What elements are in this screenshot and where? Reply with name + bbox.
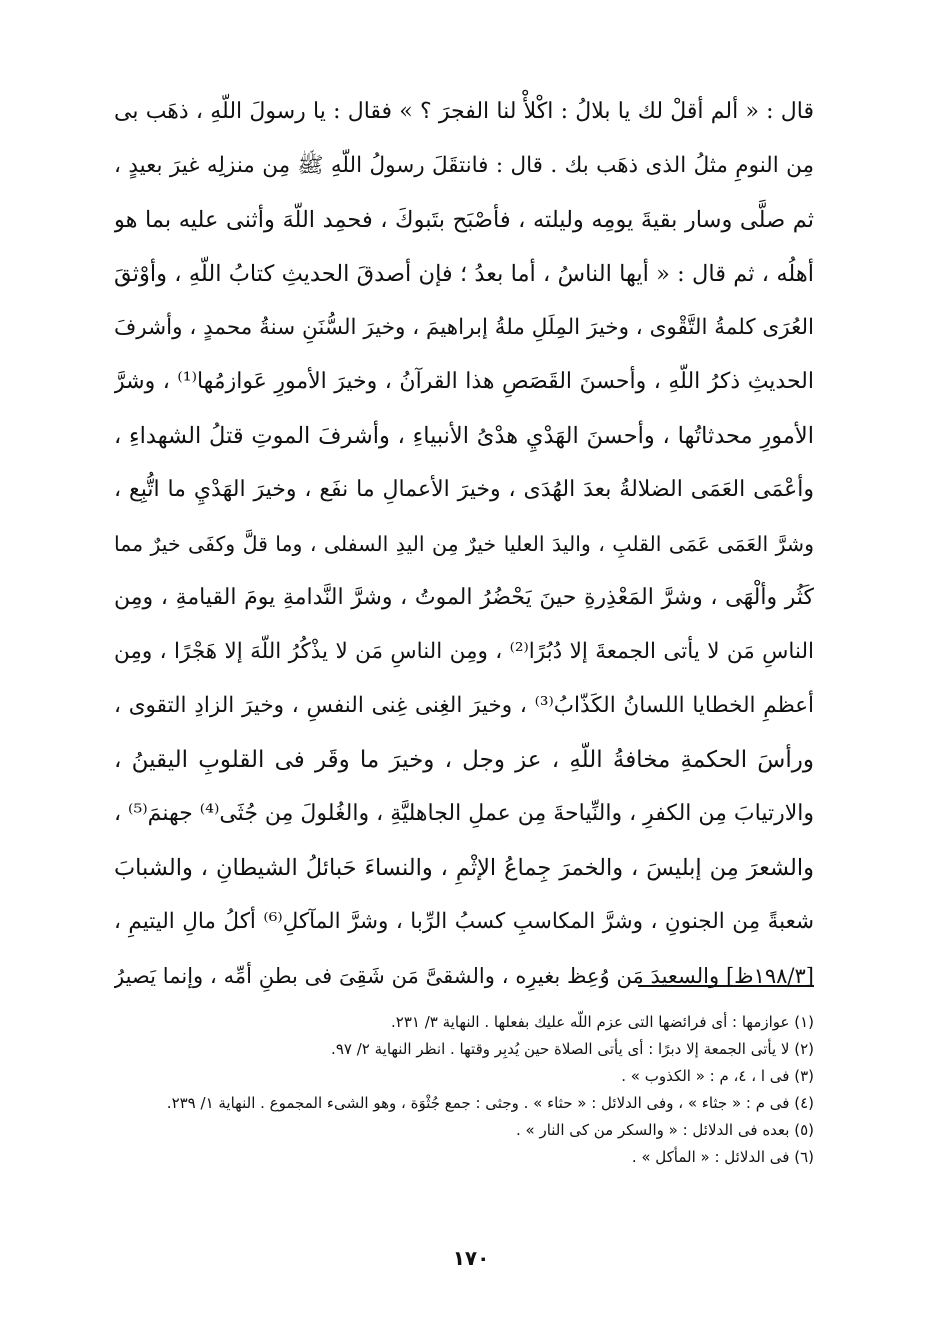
text-line: أعظمِ الخطايا اللسانُ الكَذّابُ⁽³⁾ ، وخيرَ الغِنى غِنى النفسِ ، وخيرَ الزادِ التقوى ، <box>114 693 814 718</box>
text-line: الأمورِ محدثاتُها ، وأحسنَ الهَدْيِ هدْىُ الأنبياءِ ، وأشرفَ الموتِ قتلُ الشهداءِ ، <box>114 423 814 449</box>
footnote-separator <box>638 985 814 987</box>
footnote: (١) عوازمها : أى فرائضها التى عزم اللّه عليك بفعلها . النهاية ٣/ ٢٣١. <box>391 1013 814 1031</box>
text-line: وشرَّ العَمَى عَمَى القلبِ ، واليدَ العليا خيرٌ مِن اليدِ السفلى ، وما قلَّ وكفَى خيرٌ مما <box>114 532 814 556</box>
text-line: ورأسَ الحكمةِ مخافةُ اللّهِ ، عز وجل ، وخيرَ ما وقَر فى القلوبِ اليقينُ ، <box>114 747 814 773</box>
text-line: الحديثِ ذكرُ اللّهِ ، وأحسنَ القَصَصِ هذا القرآنُ ، وخيرَ الأمورِ عَوازمُها⁽¹⁾ ، وشرَّ <box>114 369 814 394</box>
text-line: أهلُه ، ثم قال : « أيها الناسُ ، أما بعدُ ؛ فإن أصدقَ الحديثِ كتابُ اللّهِ ، وأوْثقَ <box>114 261 814 287</box>
text-line: [١٩٨/٣ظ] والسعيدَ مَن وُعِظ بغيرِه ، والشقىَّ مَن شَقِىَ فى بطنِ أمِّه ، وإنما يَصيرُ <box>114 964 814 988</box>
text-line: والشعرَ مِن إبليسَ ، والخمرَ جِماعُ الإثْمِ ، والنساءَ حَبائلُ الشيطانِ ، والشبابَ <box>114 855 814 881</box>
text-line: والارتيابَ مِن الكفرِ ، والنِّياحةَ مِن عملِ الجاهليَّةِ ، والغُلولَ مِن جُثَى⁽⁴⁾ جهنمَ⁽⁵⁾ ، <box>114 801 814 826</box>
footnote: (٢) لا يأتى الجمعة إلا دبرًا : أى يأتى الصلاة حين يُدبِر وقتها . انظر النهاية ٢/ ٩٧. <box>331 1040 814 1058</box>
text-line: ثم صلَّى وسار بقيةَ يومِه وليلته ، فأصْبَح بتَبوكَ ، فحمِد اللّهَ وأثنى عليه بما هو <box>114 207 814 233</box>
main-text <box>114 85 814 1003</box>
text-line: شعبةً مِن الجنونِ ، وشرَّ المكاسبِ كسبُ الرِّبا ، وشرَّ المآكلِ⁽⁶⁾ أكلُ مالِ اليتيمِ ، <box>114 909 814 934</box>
text-line: وأعْمَى العَمَى الضلالةُ بعدَ الهُدَى ، وخيرَ الأعمالِ ما نفَع ، وخيرَ الهَدْيِ ما اتُّبِع ، <box>114 477 814 502</box>
text-line: الناسِ مَن لا يأتى الجمعةَ إلا دُبُرًا⁽²⁾ ، ومِن الناسِ مَن لا يذْكُرُ اللّهَ إلا هَجْرًا ، ومِن <box>114 639 814 664</box>
footnotes <box>114 1009 814 1171</box>
footnote: (٥) بعده فى الدلائل : « والسكر من كى النار » . <box>515 1121 814 1139</box>
text-line: العُرَى كلمةُ التَّقْوى ، وخيرَ المِلَلِ ملةُ إبراهيمَ ، وخيرَ السُّنَنِ سنةُ محمدٍ ، وأشرفَ <box>114 315 814 340</box>
footnote: (٤) فى م : « جثاء » ، وفى الدلائل : « حثاء » . وجثى : جمع جُثْوَة ، وهو الشىء المجموع . النهاية ١/ ٢٣٩. <box>166 1094 814 1112</box>
text-line: مِن النومِ مثلُ الذى ذهَب بك . قال : فانتقَلَ رسولُ اللّهِ ﷺ مِن منزلِه غيرَ بعيدٍ ، <box>114 153 814 178</box>
footnote: (٦) فى الدلائل : « المأكل » . <box>631 1148 814 1166</box>
text-line: قال : « ألم أقلْ لك يا بلالُ : اكْلأْ لنا الفجرَ ؟ » فقال : يا رسولَ اللّهِ ، ذهَب بى <box>114 99 814 124</box>
page-number: ١٧٠ <box>452 1246 490 1270</box>
footnote: (٣) فى ا ، ٤، م : « الكذوب » . <box>621 1067 814 1085</box>
text-line: كَثُر وألْهَى ، وشرَّ المَعْذِرةِ حينَ يَحْضُرُ الموتُ ، وشرَّ النَّدامةِ يومَ القيامةِ ، ومِن <box>114 585 814 610</box>
